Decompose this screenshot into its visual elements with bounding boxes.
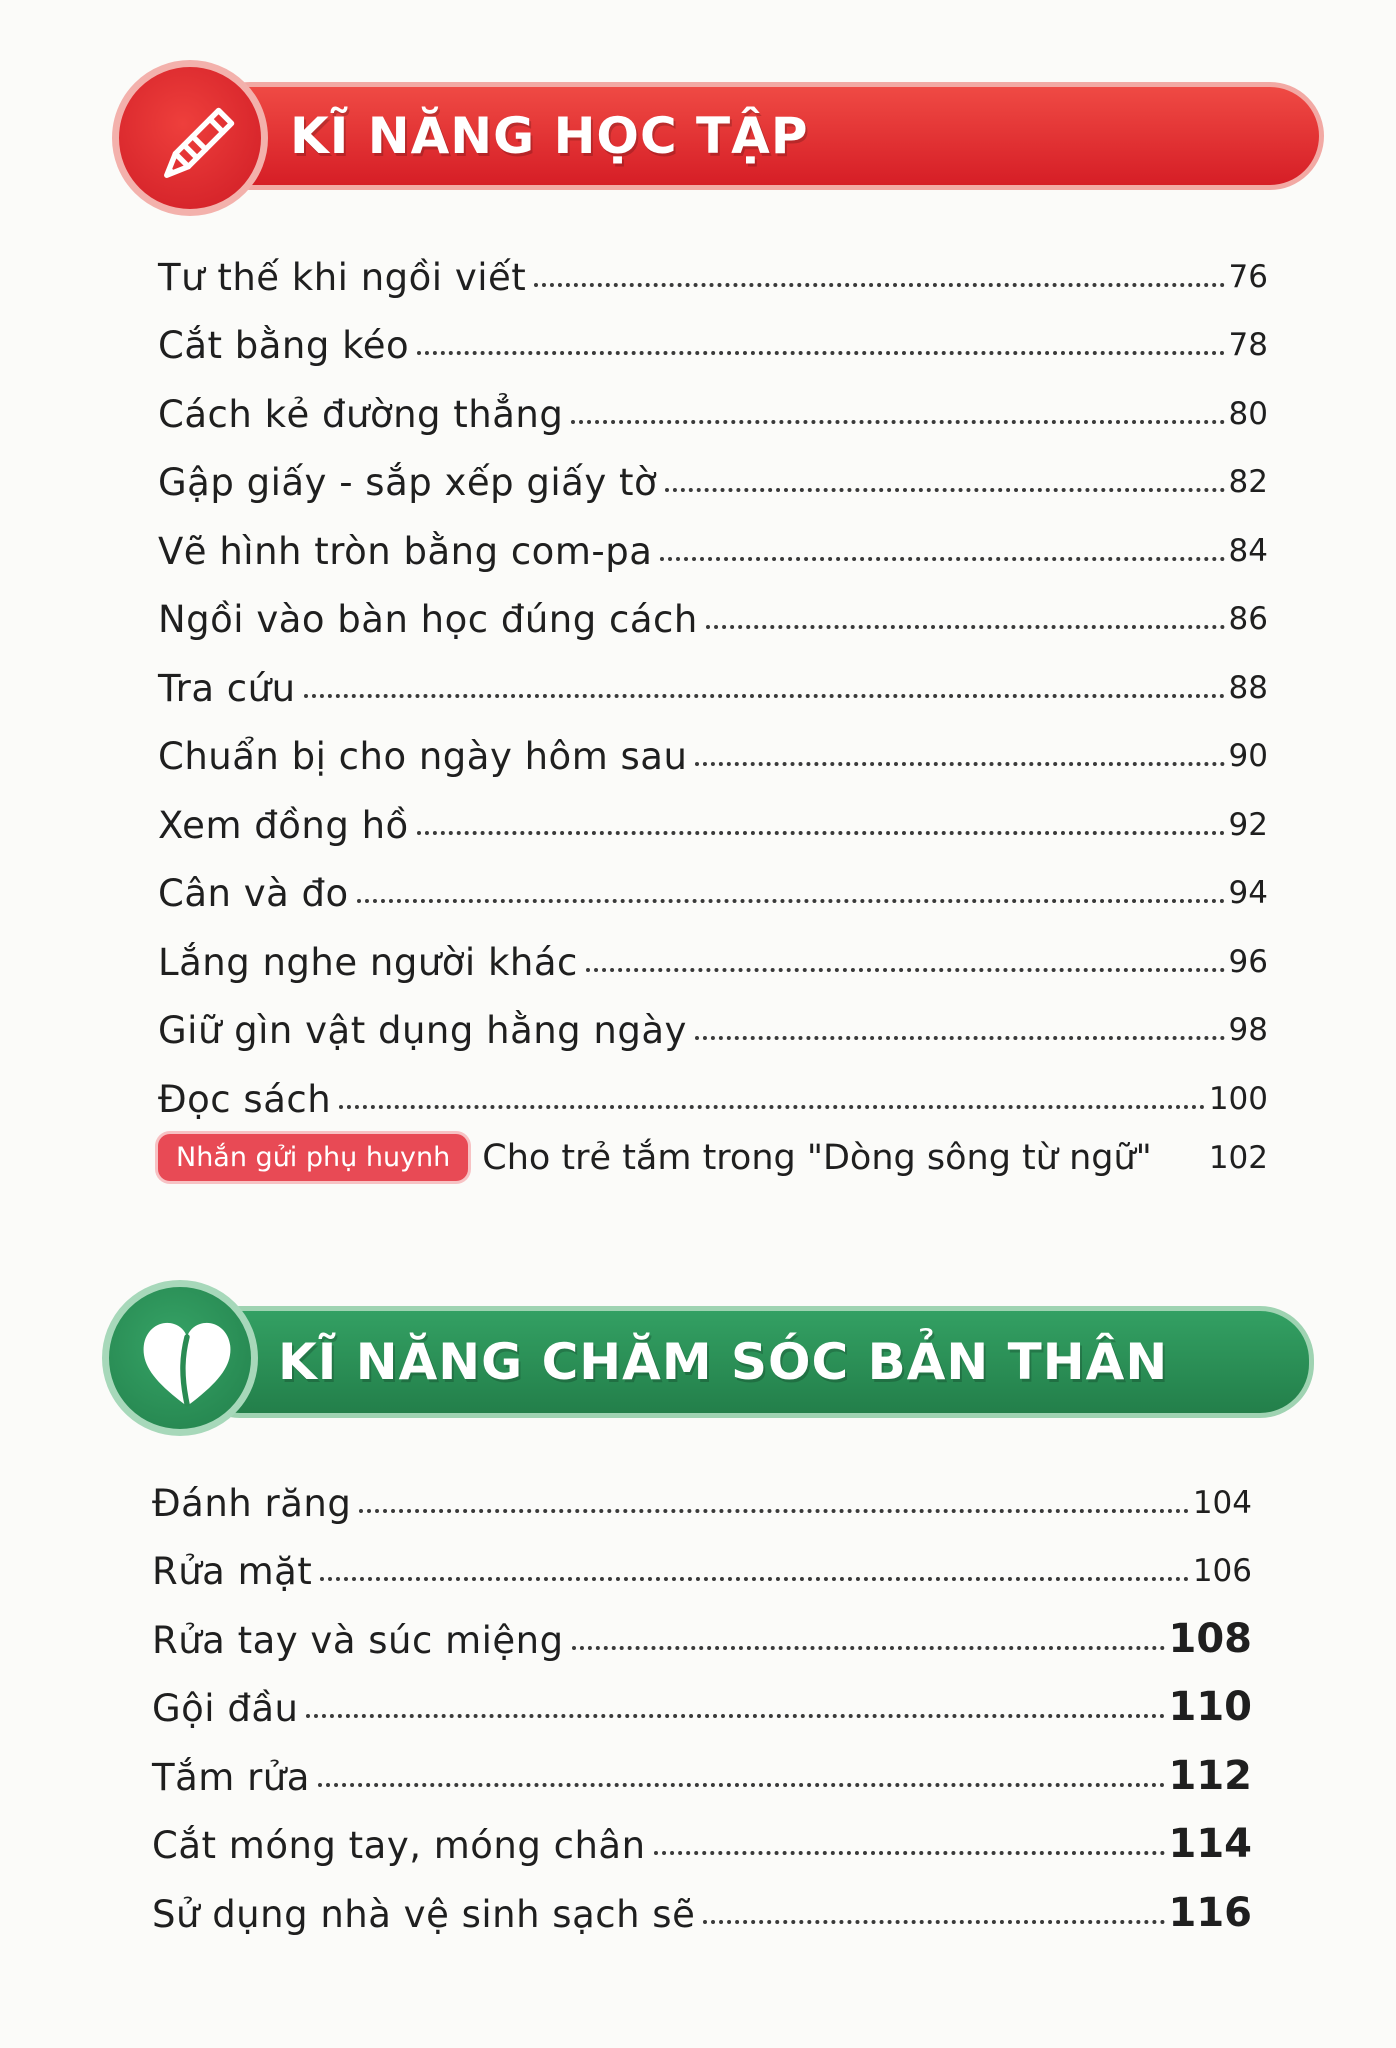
toc-entry[interactable] [158, 984, 1268, 1053]
toc-entry-title: Cách kẻ đường thẳng [158, 392, 564, 436]
toc-entry[interactable] [158, 847, 1268, 916]
toc-entry-title: Đánh răng [152, 1481, 352, 1525]
dot-leader [695, 1036, 1225, 1040]
toc-entry-title: Vẽ hình tròn bằng com-pa [158, 529, 653, 573]
toc-entry-title: Cắt móng tay, móng chân [152, 1824, 646, 1867]
toc-entry-page: 112 [1168, 1752, 1252, 1799]
toc-entry[interactable] [158, 1052, 1268, 1121]
toc-entry[interactable] [158, 299, 1268, 368]
toc-entry-page: 88 [1228, 669, 1268, 706]
toc-entry-title: Cắt bằng kéo [158, 324, 410, 367]
dot-leader [339, 1105, 1205, 1109]
toc-entry-page: 84 [1228, 532, 1268, 569]
toc-entry-title: Rửa mặt [152, 1550, 313, 1593]
toc-entry[interactable] [152, 1593, 1252, 1662]
toc-entry-page: 94 [1228, 875, 1268, 911]
toc-entry-page: 106 [1192, 1553, 1252, 1589]
toc-entry[interactable] [158, 778, 1268, 847]
toc-entry[interactable] [152, 1525, 1252, 1594]
dot-leader [417, 351, 1224, 355]
toc-entry-title: Gội đầu [152, 1687, 299, 1730]
section-study-skills [0, 60, 1396, 1178]
pencil-icon [143, 91, 251, 199]
dot-leader [665, 488, 1224, 492]
dot-leader [357, 899, 1225, 903]
section-banner [0, 1280, 1396, 1450]
toc-entry[interactable] [158, 641, 1268, 710]
toc-entry-title: Lắng nghe người khác [158, 940, 578, 984]
parent-note-page: 102 [1208, 1139, 1268, 1176]
dot-leader [359, 1509, 1189, 1513]
toc-entry-title: Giữ gìn vật dụng hằng ngày [158, 1009, 687, 1052]
section-title: KĨ NĂNG CHĂM SÓC BẢN THÂN [278, 1333, 1169, 1391]
toc-entry-title: Chuẩn bị cho ngày hôm sau [158, 735, 688, 778]
dot-leader [318, 1783, 1165, 1787]
toc-entry[interactable] [152, 1662, 1252, 1731]
parent-note-badge: Nhắn gửi phụ huynh [158, 1134, 468, 1181]
toc-entry-title: Sử dụng nhà vệ sinh sạch sẽ [152, 1892, 696, 1936]
toc-entry-title: Đọc sách [158, 1077, 332, 1121]
heart-icon [133, 1311, 241, 1419]
toc-entry-title: Cân và đo [158, 872, 349, 915]
dot-leader [534, 283, 1224, 287]
toc-entry-title: Tra cứu [158, 666, 296, 710]
toc-entry[interactable] [158, 573, 1268, 642]
dot-leader [417, 831, 1225, 835]
toc-entry[interactable] [158, 915, 1268, 984]
toc-entry-page: 116 [1168, 1889, 1252, 1936]
section-title: KĨ NĂNG HỌC TẬP [290, 107, 809, 165]
dot-leader [306, 1714, 1164, 1718]
toc-entry-page: 76 [1228, 258, 1268, 295]
toc-entry-page: 82 [1228, 464, 1268, 500]
banner-icon-circle [102, 1280, 258, 1436]
dot-leader [571, 420, 1224, 424]
toc-list [152, 1456, 1252, 1936]
dot-leader [304, 694, 1225, 698]
toc-entry[interactable] [158, 367, 1268, 436]
toc-entry-title: Tắm rửa [152, 1755, 310, 1799]
toc-entry[interactable] [152, 1867, 1252, 1936]
toc-list [158, 230, 1268, 1191]
parent-note-title: Cho trẻ tắm trong "Dòng sông từ ngữ" [482, 1137, 1152, 1178]
dot-leader [654, 1851, 1165, 1855]
toc-entry-title: Ngồi vào bàn học đúng cách [158, 598, 698, 641]
section-self-care-skills [0, 1280, 1396, 1936]
toc-entry[interactable] [158, 436, 1268, 505]
toc-entry-page: 90 [1228, 738, 1268, 774]
toc-entry[interactable] [152, 1799, 1252, 1868]
section-banner [0, 60, 1396, 230]
toc-entry-page: 110 [1168, 1684, 1252, 1730]
toc-entry-title: Tư thế khi ngồi viết [158, 255, 527, 299]
toc-entry[interactable] [152, 1456, 1252, 1525]
toc-entry-title: Gập giấy - sắp xếp giấy tờ [158, 461, 658, 504]
toc-entry-page: 86 [1228, 601, 1268, 637]
dot-leader [586, 968, 1225, 972]
dot-leader [660, 557, 1224, 561]
dot-leader [695, 762, 1224, 766]
toc-entry-page: 96 [1228, 943, 1268, 980]
toc-entry-title: Rửa tay và súc miệng [152, 1618, 564, 1662]
banner-icon-circle [112, 60, 268, 216]
dot-leader [572, 1646, 1165, 1650]
toc-entry-page: 100 [1208, 1080, 1268, 1117]
parent-note-entry[interactable] [158, 1125, 1268, 1191]
toc-entry-page: 98 [1228, 1012, 1268, 1048]
toc-entry-page: 92 [1228, 806, 1268, 843]
dot-leader [706, 625, 1225, 629]
dot-leader [703, 1920, 1164, 1924]
toc-entry[interactable] [158, 504, 1268, 573]
toc-entry-page: 108 [1168, 1615, 1252, 1662]
toc-entry-title: Xem đồng hồ [158, 803, 409, 847]
toc-entry[interactable] [152, 1730, 1252, 1799]
toc-entry[interactable] [158, 710, 1268, 779]
toc-entry[interactable] [158, 230, 1268, 299]
toc-entry-page: 80 [1228, 395, 1268, 432]
toc-entry-page: 114 [1168, 1821, 1252, 1867]
toc-entry-page: 104 [1192, 1484, 1252, 1521]
dot-leader [320, 1577, 1189, 1581]
toc-entry-page: 78 [1228, 327, 1268, 363]
